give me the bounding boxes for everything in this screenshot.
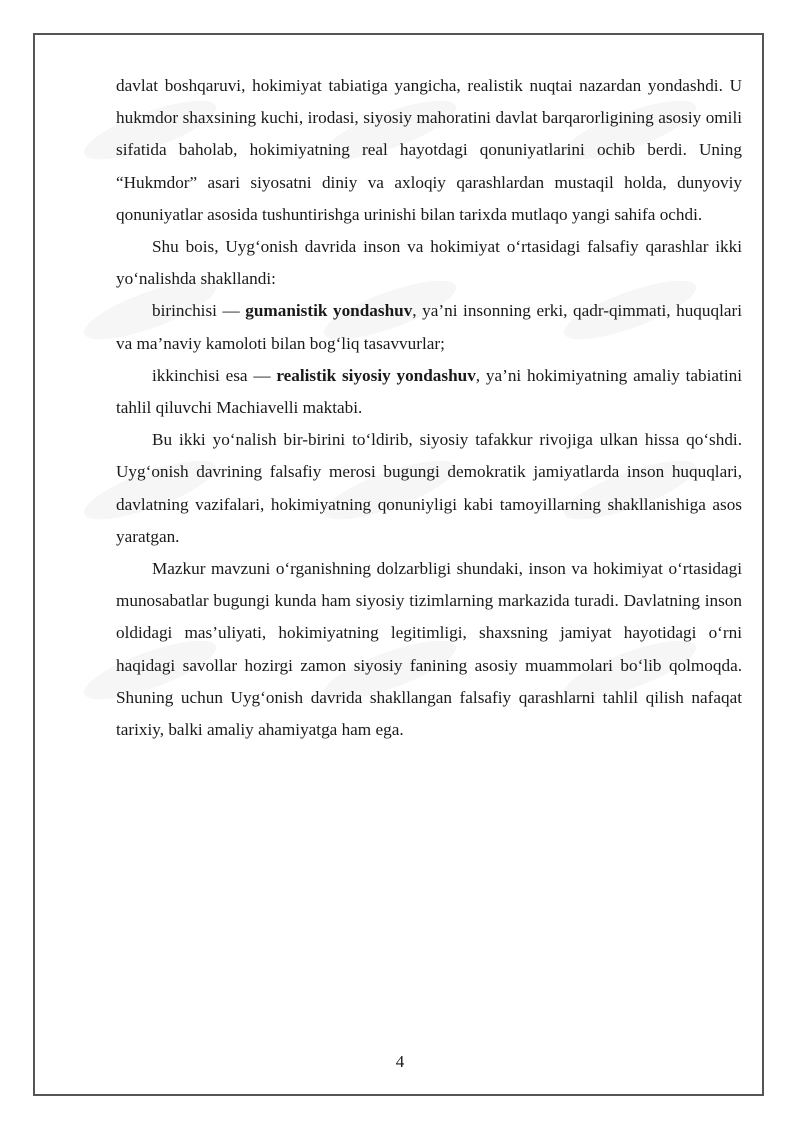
page-number: 4 xyxy=(395,1052,405,1071)
paragraph-3-emphasis: gumanistik yondashuv xyxy=(245,301,413,321)
paragraph-1: davlat boshqaruvi, hokimiyat tabiatiga yangicha, realistik nuqtai nazardan yondashdi. U hukmdor shaxsining kuchi, irodasi, siyosiy mahoratini davlat barqarorligining asosiy omili sifatida baholab, hokimiyatning real hayotdagi qonuniyatlarini ochib berdi. Uning “Hukmdor” asari siyosatni diniy va axloqiy qarashlardan mustaqil holda, dunyoviy qonuniyatlar asosida tushuntirishga urinishi bilan tarixda mutlaqo yangi sahifa ochdi. xyxy=(116,76,742,224)
body-text xyxy=(116,70,742,746)
paragraph-4-tail: , ya’ni hokimiyatning amaliy tabiatini tahlil qiluvchi Machiavelli maktabi. xyxy=(116,365,742,418)
paragraph-3 xyxy=(116,295,742,359)
paragraph-3-lead: birinchisi — xyxy=(152,301,246,321)
paragraph-4 xyxy=(116,360,742,424)
paragraph-6: Mazkur mavzuni o‘rganishning dolzarbligi shundaki, inson va hokimiyat o‘rtasidagi munosabatlar bugungi kunda ham siyosiy tizimlarning markazida turadi. Davlatning inson oldidagi mas’uliyati, hokimiyatning legitimligi, shaxsning jamiyat hayotidagi o‘rni haqidagi savollar hozirgi zamon siyosiy fanining asosiy muammolari bo‘lib qolmoqda. Shuning uchun Uyg‘onish davrida shakllangan falsafiy qarashlarni tahlil qilish nafaqat tarixiy, balki amaliy ahamiyatga ham ega. xyxy=(116,559,742,740)
paragraph-5: Bu ikki yo‘nalish bir-birini to‘ldirib, siyosiy tafakkur rivojiga ulkan hissa qo‘shdi. Uyg‘onish davrining falsafiy merosi bugungi demokratik jamiyatlarda inson huquqlari, davlatning vazifalari, hokimiyatning qonuniyligi kabi tamoyillarning shakllanishiga asos yaratgan. xyxy=(116,430,742,546)
paragraph-3-tail: , ya’ni insonning erki, qadr-qimmati, huquqlari va ma’naviy kamoloti bilan bog‘liq tasavvurlar; xyxy=(116,301,742,353)
paragraph-2: Shu bois, Uyg‘onish davrida inson va hokimiyat o‘rtasidagi falsafiy qarashlar ikki yo‘nalishda shakllandi: xyxy=(116,237,742,289)
paragraph-4-lead: ikkinchisi esa — xyxy=(152,365,277,385)
paragraph-4-emphasis: realistik siyosiy yondashuv xyxy=(276,365,476,385)
